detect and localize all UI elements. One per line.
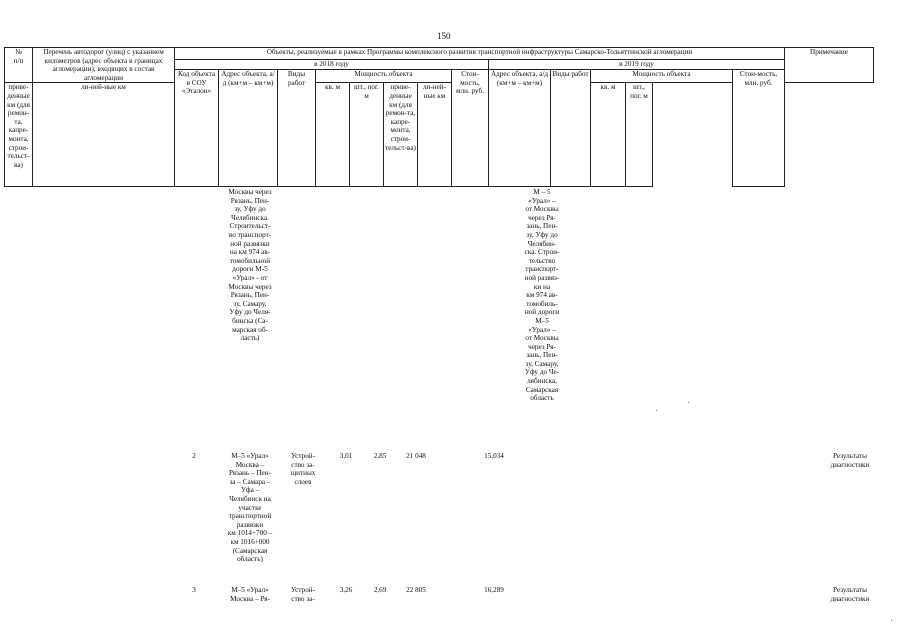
cont-address-2019: М – 5 «Урал» – от Москвы через Ря- зань, Пен- зу, Уфу до Челябин- ска. Строи- тельство транспорт- ной развяз- ки на км 974 ав- томобиль- ной дороги М–5 «Урал» – от Москвы через Ря- зань, Пен- зу, Самару, Уфу до Че- лябинска, Самарская область (524, 188, 560, 403)
row-sqm: 21 048 (406, 452, 426, 460)
header-capacity-2018: Мощность объекта (316, 70, 452, 83)
header-note: Примечание (785, 48, 874, 83)
row-works: Устрой- ство за- щитных слоев (290, 452, 316, 486)
header-year-2019: в 2019 году (489, 60, 785, 70)
header-sqm-2018: кв. м (316, 83, 350, 187)
header-objects: Объекты, реализуемые в рамках Программы комплексного развития транспортной инфраструктуры Самарско-Тольяттинской агломерации (175, 48, 785, 60)
row-address: М–5 «Урал» Москва – Рязань – Пен- за – Самара – Уфа – Челябинск на участке транспортной развязки км 1014+700 – км 1016+000 (Самарская область) (227, 452, 273, 564)
header-reduced-km-2018: приве-денные км (для ремон-та, капре-монта, строи-тельст-ва) (5, 83, 33, 187)
row-code: 3 (192, 586, 196, 594)
header-works-2018: Виды работ (278, 70, 316, 187)
header-address-2018: Адрес объекта, а/д (км+м – км+м) (219, 70, 278, 187)
cont-address-2018: Москвы через Рязань, Пен- зу, Уфу до Челябинска. Строительст- во транспорт- ной развязки на км 974 ав- томобильной дороги М-5 «Урал» - от Москвы через Рязань, Пен- зу, Самару, Уфу до Челя- бинска (Са- марская об- ласть) (228, 188, 272, 343)
row-linear-km: 2,69 (373, 586, 387, 594)
scan-speck (656, 410, 657, 411)
row-reduced-km: 3,26 (339, 586, 353, 594)
row-note: Результаты диагностики (830, 586, 870, 603)
header-works-2019: Виды работ (551, 70, 591, 187)
header-linear-km-2019: ли-ней-ные км (418, 83, 452, 187)
header-pcs-2018: шт., пог. м (350, 83, 384, 187)
header-sqm-2019: кв. м (591, 83, 626, 187)
page-number: 150 (437, 31, 451, 41)
header-road-list: Перечень автодорог (улиц) с указанием километров (адрес объекта в границах агломерации), входящих в состав агломерации (33, 48, 175, 83)
row-cost: 16,289 (484, 586, 504, 594)
scan-speck (688, 402, 689, 403)
row-reduced-km: 3,01 (339, 452, 353, 460)
table-header (4, 47, 874, 187)
header-linear-km-2018: ли-ней-ные км (33, 83, 175, 187)
row-address: М–5 «Урал» Москва – Ря- (230, 586, 270, 603)
header-address-2019: Адрес объекта, а/д (км+м – км+м) (489, 70, 551, 187)
scan-speck (891, 620, 892, 621)
row-note: Результаты диагностики (830, 452, 870, 469)
header-capacity-2019: Мощность объекта (591, 70, 733, 83)
header-cost-2018: Стои-мость, млн. руб. (452, 70, 489, 187)
row-works: Устрой- ство за- (290, 586, 316, 603)
header-cost-2019: Стои-мость, млн. руб. (733, 70, 785, 187)
header-pcs-2019: шт., пог. м (626, 83, 653, 187)
row-code: 2 (192, 452, 196, 460)
row-sqm: 22 805 (406, 586, 426, 594)
header-year-2018: в 2018 году (175, 60, 489, 70)
header-num: № п/п (5, 48, 33, 83)
row-cost: 15,034 (484, 452, 504, 460)
row-linear-km: 2,85 (373, 452, 387, 460)
header-code: Код объекта в СОУ «Эталон» (175, 70, 219, 187)
header-reduced-km-2019: приве-денные км (для ремон-та, капре-монта, строи-тельст-ва) (384, 83, 418, 187)
